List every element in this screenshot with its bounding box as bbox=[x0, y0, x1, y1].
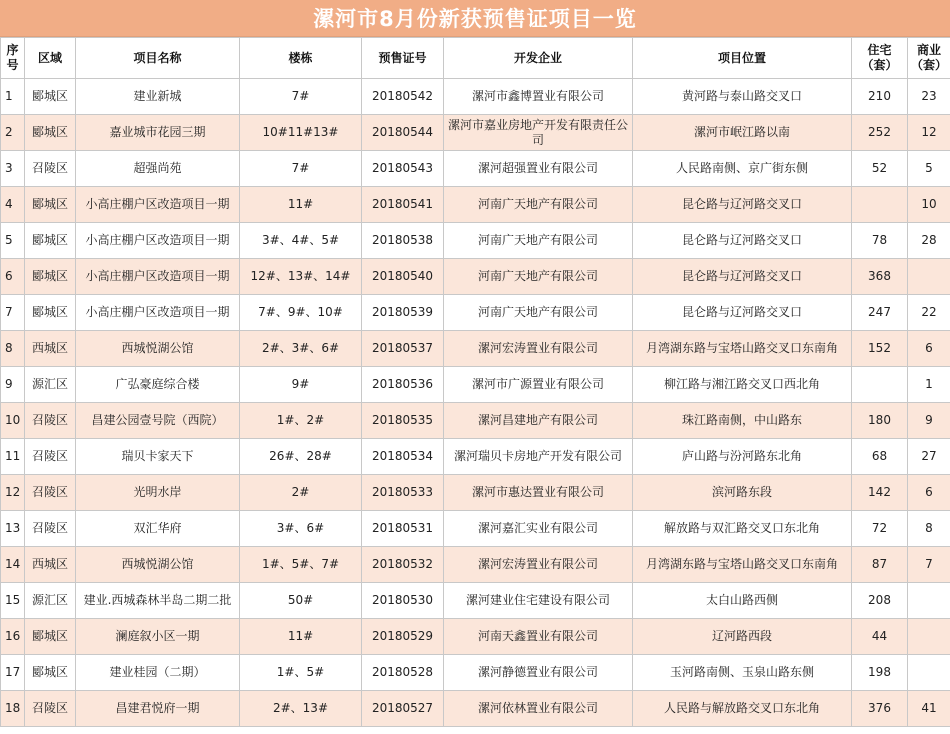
cell-commercial: 6 bbox=[908, 475, 950, 511]
cell-permit-no: 20180531 bbox=[362, 511, 444, 547]
cell-residential: 368 bbox=[852, 259, 908, 295]
cell-permit-no: 20180530 bbox=[362, 583, 444, 619]
cell-project-name: 昌建公园壹号院（西院） bbox=[76, 403, 240, 439]
cell-residential: 252 bbox=[852, 115, 908, 151]
cell-permit-no: 20180534 bbox=[362, 439, 444, 475]
table-row bbox=[1, 547, 950, 583]
cell-permit-no: 20180533 bbox=[362, 475, 444, 511]
cell-building: 2#、13# bbox=[240, 691, 362, 727]
cell-developer: 漯河市广源置业有限公司 bbox=[444, 367, 633, 403]
cell-residential: 152 bbox=[852, 331, 908, 367]
cell-building: 1#、5# bbox=[240, 655, 362, 691]
table-row bbox=[1, 691, 950, 727]
cell-developer: 河南广天地产有限公司 bbox=[444, 223, 633, 259]
cell-residential bbox=[852, 187, 908, 223]
header-district: 区域 bbox=[25, 38, 76, 79]
table-row bbox=[1, 223, 950, 259]
cell-project-name: 小高庄棚户区改造项目一期 bbox=[76, 259, 240, 295]
cell-developer: 漯河嘉汇实业有限公司 bbox=[444, 511, 633, 547]
cell-residential: 247 bbox=[852, 295, 908, 331]
cell-project-name: 双汇华府 bbox=[76, 511, 240, 547]
cell-developer: 河南广天地产有限公司 bbox=[444, 259, 633, 295]
cell-index: 4 bbox=[1, 187, 25, 223]
cell-developer: 漯河依林置业有限公司 bbox=[444, 691, 633, 727]
table-row bbox=[1, 655, 950, 691]
cell-index: 10 bbox=[1, 403, 25, 439]
cell-permit-no: 20180542 bbox=[362, 79, 444, 115]
cell-residential: 68 bbox=[852, 439, 908, 475]
cell-index: 1 bbox=[1, 79, 25, 115]
cell-location: 辽河路西段 bbox=[633, 619, 852, 655]
table-row bbox=[1, 259, 950, 295]
cell-permit-no: 20180536 bbox=[362, 367, 444, 403]
cell-index: 3 bbox=[1, 151, 25, 187]
cell-building: 12#、13#、14# bbox=[240, 259, 362, 295]
cell-location: 昆仑路与辽河路交叉口 bbox=[633, 259, 852, 295]
cell-index: 6 bbox=[1, 259, 25, 295]
cell-residential: 52 bbox=[852, 151, 908, 187]
cell-location: 昆仑路与辽河路交叉口 bbox=[633, 187, 852, 223]
table-row bbox=[1, 295, 950, 331]
cell-project-name: 瑞贝卡家天下 bbox=[76, 439, 240, 475]
table-row bbox=[1, 151, 950, 187]
cell-commercial: 28 bbox=[908, 223, 950, 259]
cell-developer: 河南广天地产有限公司 bbox=[444, 187, 633, 223]
cell-developer: 漯河市鑫博置业有限公司 bbox=[444, 79, 633, 115]
cell-index: 13 bbox=[1, 511, 25, 547]
cell-commercial: 10 bbox=[908, 187, 950, 223]
cell-permit-no: 20180541 bbox=[362, 187, 444, 223]
cell-residential: 208 bbox=[852, 583, 908, 619]
table-row bbox=[1, 511, 950, 547]
cell-permit-no: 20180532 bbox=[362, 547, 444, 583]
cell-location: 解放路与双汇路交叉口东北角 bbox=[633, 511, 852, 547]
table-row bbox=[1, 619, 950, 655]
table-row bbox=[1, 331, 950, 367]
cell-index: 16 bbox=[1, 619, 25, 655]
header-residential: 住宅（套） bbox=[852, 38, 908, 79]
cell-index: 15 bbox=[1, 583, 25, 619]
cell-district: 召陵区 bbox=[25, 151, 76, 187]
cell-project-name: 小高庄棚户区改造项目一期 bbox=[76, 223, 240, 259]
table-row bbox=[1, 439, 950, 475]
cell-project-name: 光明水岸 bbox=[76, 475, 240, 511]
cell-project-name: 建业新城 bbox=[76, 79, 240, 115]
cell-location: 柳江路与湘江路交叉口西北角 bbox=[633, 367, 852, 403]
cell-project-name: 昌建君悦府一期 bbox=[76, 691, 240, 727]
cell-commercial: 8 bbox=[908, 511, 950, 547]
cell-building: 9# bbox=[240, 367, 362, 403]
cell-building: 3#、4#、5# bbox=[240, 223, 362, 259]
header-permit-no: 预售证号 bbox=[362, 38, 444, 79]
cell-district: 郾城区 bbox=[25, 187, 76, 223]
cell-developer: 漯河瑞贝卡房地产开发有限公司 bbox=[444, 439, 633, 475]
cell-permit-no: 20180538 bbox=[362, 223, 444, 259]
cell-commercial bbox=[908, 259, 950, 295]
cell-permit-no: 20180527 bbox=[362, 691, 444, 727]
cell-index: 14 bbox=[1, 547, 25, 583]
cell-district: 郾城区 bbox=[25, 259, 76, 295]
cell-location: 人民路南侧、京广街东侧 bbox=[633, 151, 852, 187]
table-row bbox=[1, 115, 950, 151]
cell-index: 5 bbox=[1, 223, 25, 259]
cell-building: 26#、28# bbox=[240, 439, 362, 475]
cell-location: 滨河路东段 bbox=[633, 475, 852, 511]
cell-residential bbox=[852, 367, 908, 403]
header-row bbox=[1, 38, 950, 79]
cell-district: 召陵区 bbox=[25, 475, 76, 511]
cell-index: 2 bbox=[1, 115, 25, 151]
cell-district: 郾城区 bbox=[25, 115, 76, 151]
header-index: 序号 bbox=[1, 38, 25, 79]
cell-project-name: 小高庄棚户区改造项目一期 bbox=[76, 187, 240, 223]
cell-index: 7 bbox=[1, 295, 25, 331]
header-commercial: 商业（套） bbox=[908, 38, 950, 79]
table-row bbox=[1, 367, 950, 403]
cell-project-name: 广弘豪庭综合楼 bbox=[76, 367, 240, 403]
cell-permit-no: 20180528 bbox=[362, 655, 444, 691]
cell-project-name: 西城悦湖公馆 bbox=[76, 331, 240, 367]
cell-commercial: 7 bbox=[908, 547, 950, 583]
cell-district: 源汇区 bbox=[25, 583, 76, 619]
cell-location: 黄河路与泰山路交叉口 bbox=[633, 79, 852, 115]
table-row bbox=[1, 583, 950, 619]
cell-commercial: 22 bbox=[908, 295, 950, 331]
cell-commercial: 6 bbox=[908, 331, 950, 367]
cell-residential: 78 bbox=[852, 223, 908, 259]
cell-building: 2# bbox=[240, 475, 362, 511]
presale-table bbox=[0, 37, 950, 727]
cell-developer: 漯河静德置业有限公司 bbox=[444, 655, 633, 691]
cell-project-name: 建业.西城森林半岛二期二批 bbox=[76, 583, 240, 619]
cell-building: 7#、9#、10# bbox=[240, 295, 362, 331]
cell-commercial: 27 bbox=[908, 439, 950, 475]
cell-developer: 河南天鑫置业有限公司 bbox=[444, 619, 633, 655]
cell-permit-no: 20180535 bbox=[362, 403, 444, 439]
cell-commercial bbox=[908, 655, 950, 691]
cell-district: 召陵区 bbox=[25, 511, 76, 547]
cell-developer: 漯河市惠达置业有限公司 bbox=[444, 475, 633, 511]
cell-developer: 漯河建业住宅建设有限公司 bbox=[444, 583, 633, 619]
cell-developer: 河南广天地产有限公司 bbox=[444, 295, 633, 331]
cell-district: 郾城区 bbox=[25, 223, 76, 259]
cell-location: 昆仑路与辽河路交叉口 bbox=[633, 223, 852, 259]
cell-commercial: 12 bbox=[908, 115, 950, 151]
cell-building: 3#、6# bbox=[240, 511, 362, 547]
cell-district: 召陵区 bbox=[25, 403, 76, 439]
header-location: 项目位置 bbox=[633, 38, 852, 79]
header-developer: 开发企业 bbox=[444, 38, 633, 79]
cell-index: 11 bbox=[1, 439, 25, 475]
cell-index: 9 bbox=[1, 367, 25, 403]
cell-residential: 180 bbox=[852, 403, 908, 439]
cell-project-name: 西城悦湖公馆 bbox=[76, 547, 240, 583]
cell-permit-no: 20180540 bbox=[362, 259, 444, 295]
cell-building: 2#、3#、6# bbox=[240, 331, 362, 367]
cell-location: 昆仑路与辽河路交叉口 bbox=[633, 295, 852, 331]
cell-project-name: 建业桂园（二期） bbox=[76, 655, 240, 691]
table-row bbox=[1, 475, 950, 511]
cell-residential: 44 bbox=[852, 619, 908, 655]
cell-district: 郾城区 bbox=[25, 295, 76, 331]
header-project-name: 项目名称 bbox=[76, 38, 240, 79]
table-row bbox=[1, 79, 950, 115]
cell-permit-no: 20180529 bbox=[362, 619, 444, 655]
cell-permit-no: 20180537 bbox=[362, 331, 444, 367]
cell-district: 源汇区 bbox=[25, 367, 76, 403]
cell-residential: 72 bbox=[852, 511, 908, 547]
cell-district: 郾城区 bbox=[25, 79, 76, 115]
cell-district: 召陵区 bbox=[25, 691, 76, 727]
cell-permit-no: 20180539 bbox=[362, 295, 444, 331]
cell-location: 漯河市岷江路以南 bbox=[633, 115, 852, 151]
cell-developer: 漯河昌建地产有限公司 bbox=[444, 403, 633, 439]
cell-commercial bbox=[908, 583, 950, 619]
cell-location: 玉河路南侧、玉泉山路东侧 bbox=[633, 655, 852, 691]
cell-location: 太白山路西侧 bbox=[633, 583, 852, 619]
cell-commercial: 23 bbox=[908, 79, 950, 115]
cell-location: 月湾湖东路与宝塔山路交叉口东南角 bbox=[633, 547, 852, 583]
cell-location: 珠江路南侧，中山路东 bbox=[633, 403, 852, 439]
cell-index: 8 bbox=[1, 331, 25, 367]
cell-district: 西城区 bbox=[25, 331, 76, 367]
cell-location: 月湾湖东路与宝塔山路交叉口东南角 bbox=[633, 331, 852, 367]
cell-location: 人民路与解放路交叉口东北角 bbox=[633, 691, 852, 727]
cell-building: 10#11#13# bbox=[240, 115, 362, 151]
table-row bbox=[1, 187, 950, 223]
cell-commercial: 1 bbox=[908, 367, 950, 403]
cell-project-name: 嘉业城市花园三期 bbox=[76, 115, 240, 151]
cell-building: 7# bbox=[240, 79, 362, 115]
cell-location: 庐山路与汾河路东北角 bbox=[633, 439, 852, 475]
cell-residential: 198 bbox=[852, 655, 908, 691]
cell-commercial: 5 bbox=[908, 151, 950, 187]
cell-district: 郾城区 bbox=[25, 655, 76, 691]
cell-residential: 210 bbox=[852, 79, 908, 115]
cell-developer: 漯河超强置业有限公司 bbox=[444, 151, 633, 187]
cell-developer: 漯河宏涛置业有限公司 bbox=[444, 331, 633, 367]
table-row bbox=[1, 403, 950, 439]
cell-developer: 漯河宏涛置业有限公司 bbox=[444, 547, 633, 583]
cell-building: 7# bbox=[240, 151, 362, 187]
cell-commercial bbox=[908, 619, 950, 655]
cell-commercial: 9 bbox=[908, 403, 950, 439]
cell-developer: 漯河市嘉业房地产开发有限责任公司 bbox=[444, 115, 633, 151]
cell-district: 郾城区 bbox=[25, 619, 76, 655]
cell-permit-no: 20180544 bbox=[362, 115, 444, 151]
header-building: 楼栋 bbox=[240, 38, 362, 79]
cell-residential: 376 bbox=[852, 691, 908, 727]
cell-district: 召陵区 bbox=[25, 439, 76, 475]
cell-project-name: 澜庭叙小区一期 bbox=[76, 619, 240, 655]
cell-building: 11# bbox=[240, 187, 362, 223]
cell-building: 1#、5#、7# bbox=[240, 547, 362, 583]
cell-project-name: 超强尚苑 bbox=[76, 151, 240, 187]
cell-index: 18 bbox=[1, 691, 25, 727]
cell-project-name: 小高庄棚户区改造项目一期 bbox=[76, 295, 240, 331]
page-title: 漯河市8月份新获预售证项目一览 bbox=[0, 0, 950, 37]
cell-district: 西城区 bbox=[25, 547, 76, 583]
cell-permit-no: 20180543 bbox=[362, 151, 444, 187]
cell-index: 12 bbox=[1, 475, 25, 511]
cell-commercial: 41 bbox=[908, 691, 950, 727]
cell-residential: 142 bbox=[852, 475, 908, 511]
cell-building: 11# bbox=[240, 619, 362, 655]
cell-index: 17 bbox=[1, 655, 25, 691]
cell-building: 50# bbox=[240, 583, 362, 619]
cell-residential: 87 bbox=[852, 547, 908, 583]
cell-building: 1#、2# bbox=[240, 403, 362, 439]
